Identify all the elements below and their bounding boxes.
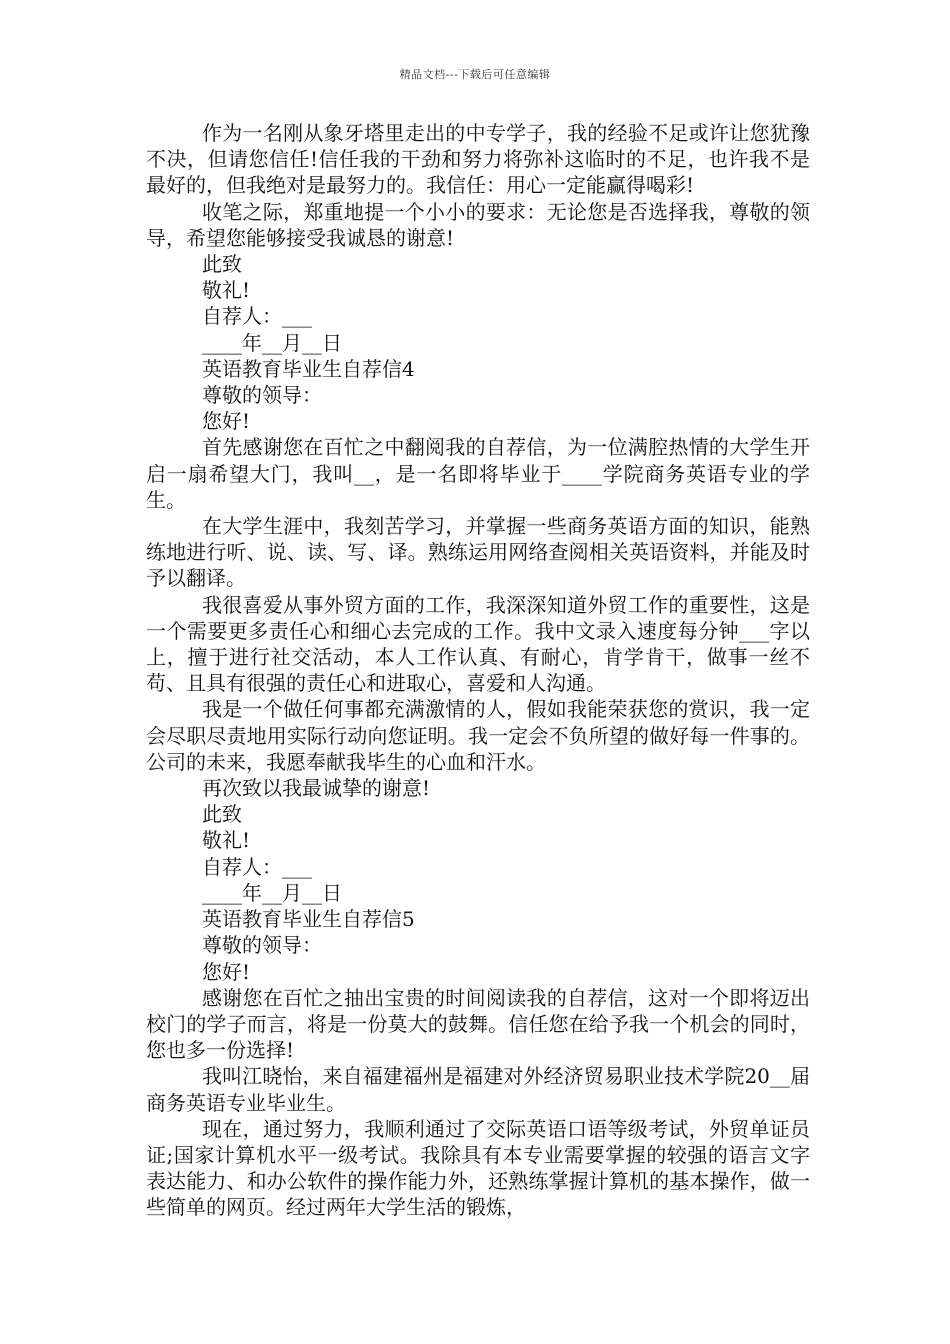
paragraph: 我很喜爱从事外贸方面的工作，我深深知道外贸工作的重要性，这是一个需要更多责任心和细心去完成的工作。我中文录入速度每分钟___字以上，擅于进行社交活动，本人工作认真、有耐心，肯学肯干，做事一丝不苟、且具有很强的责任心和进取心，喜爱和人沟通。 xyxy=(146,592,810,696)
salute-line: 敬礼! xyxy=(202,828,251,853)
signature-line: 自荐人：___ xyxy=(202,854,312,879)
date-line: ____年__月__日 xyxy=(202,880,342,905)
paragraph: 作为一名刚从象牙塔里走出的中专学子，我的经验不足或许让您犹豫不决，但请您信任!信任我的干劲和努力将弥补这临时的不足，也许我不是最好的，但我绝对是最努力的。我信任：用心一定能赢得喝彩! xyxy=(146,121,810,198)
salute-line: 敬礼! xyxy=(202,278,251,303)
letter-title: 英语教育毕业生自荐信5 xyxy=(202,907,415,932)
greeting-line: 尊敬的领导： xyxy=(202,383,322,408)
letter-title: 英语教育毕业生自荐信4 xyxy=(202,356,415,381)
date-line: ____年__月__日 xyxy=(202,330,342,355)
closing-line: 此致 xyxy=(202,802,242,827)
hello-line: 您好! xyxy=(202,409,251,434)
greeting-line: 尊敬的领导： xyxy=(202,933,322,958)
document-body xyxy=(146,120,810,1221)
paragraph: 我叫江晓怡，来自福建福州是福建对外经济贸易职业技术学院20__届商务英语专业毕业生。 xyxy=(146,1064,810,1115)
closing-line: 此致 xyxy=(202,252,242,277)
paragraph: 收笔之际，郑重地提一个小小的要求：无论您是否选择我，尊敬的领导，希望您能够接受我诚恳的谢意! xyxy=(146,199,810,250)
paragraph: 在大学生涯中，我刻苦学习，并掌握一些商务英语方面的知识，能熟练地进行听、说、读、写、译。熟练运用网络查阅相关英语资料，并能及时予以翻译。 xyxy=(146,514,810,591)
paragraph: 现在，通过努力，我顺利通过了交际英语口语等级考试，外贸单证员证;国家计算机水平一级考试。我除具有本专业需要掌握的较强的语言文字表达能力、和办公软件的操作能力外，还熟练掌握计算机的基本操作，做一些简单的网页。经过两年大学生活的锻炼， xyxy=(146,1116,810,1220)
page-header: 精品文档---下载后可任意编辑 xyxy=(399,68,551,81)
hello-line: 您好! xyxy=(202,959,251,984)
signature-line: 自荐人：___ xyxy=(202,304,312,329)
thanks-line: 再次致以我最诚挚的谢意! xyxy=(202,776,431,801)
paragraph: 感谢您在百忙之抽出宝贵的时间阅读我的自荐信，这对一个即将迈出校门的学子而言，将是一份莫大的鼓舞。信任您在给予我一个机会的同时，您也多一份选择! xyxy=(146,985,810,1063)
paragraph: 首先感谢您在百忙之中翻阅我的自荐信，为一位满腔热情的大学生开启一扇希望大门，我叫__，是一名即将毕业于____学院商务英语专业的学生。 xyxy=(146,435,810,512)
paragraph: 我是一个做任何事都充满激情的人，假如我能荣获您的赏识，我一定会尽职尽责地用实际行动向您证明。我一定会不负所望的做好每一件事的。公司的未来，我愿奉献我毕生的心血和汗水。 xyxy=(146,697,810,774)
